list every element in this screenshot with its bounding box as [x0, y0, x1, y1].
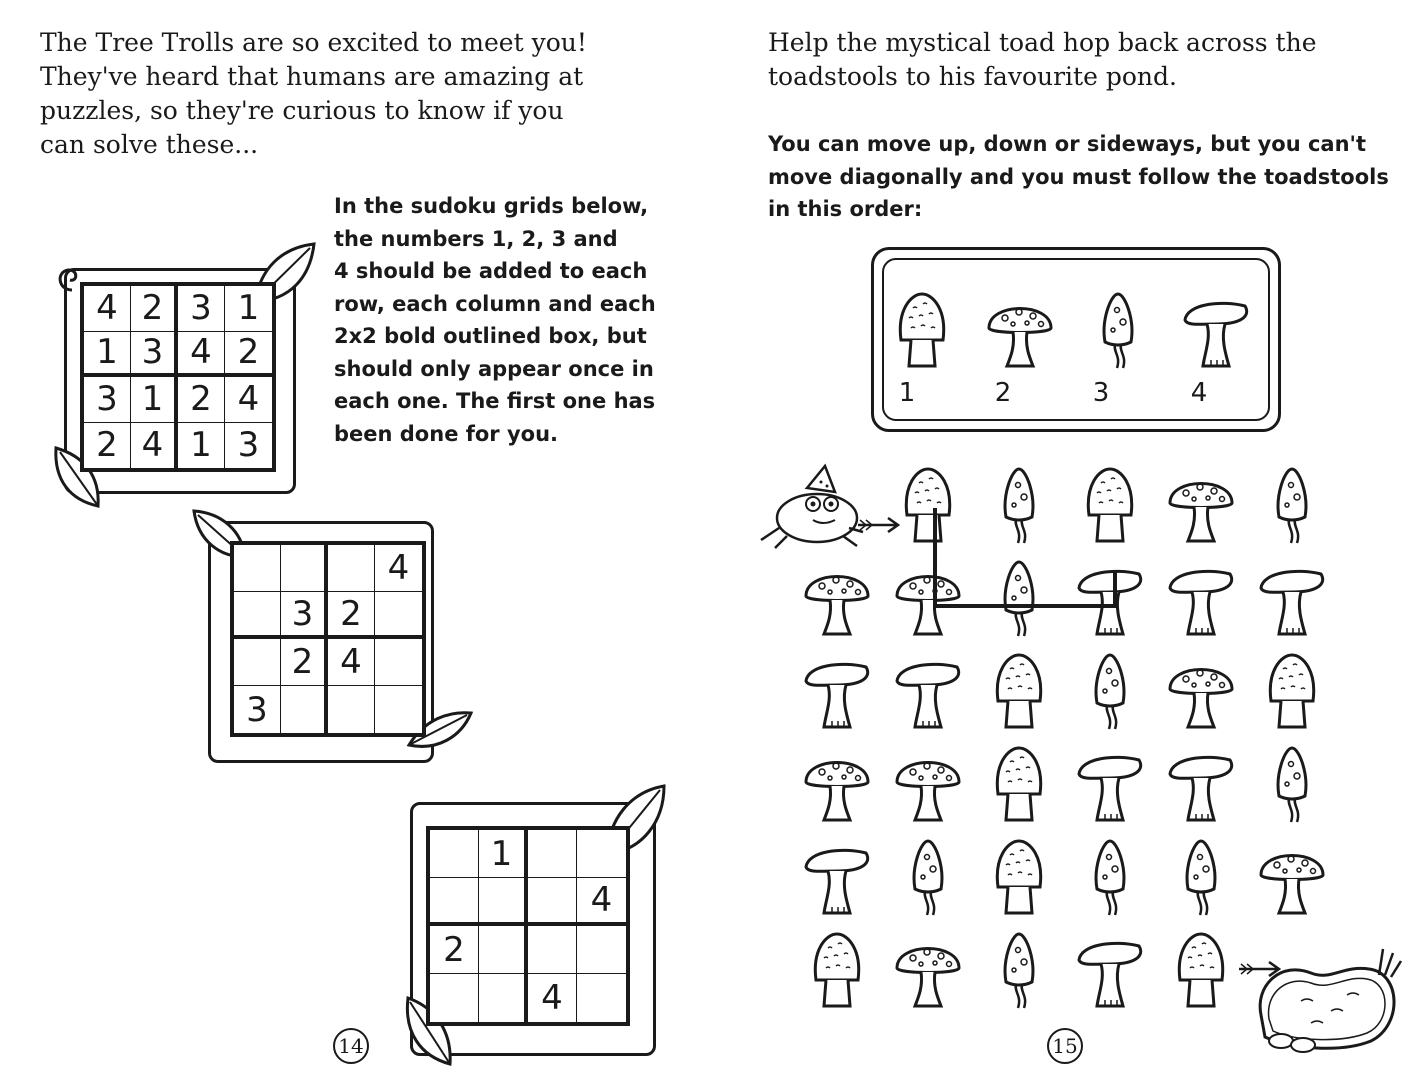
maze-toadstool-icon[interactable] [1075, 930, 1145, 1014]
maze-instructions [768, 128, 1389, 226]
maze-toadstool-icon[interactable] [1166, 837, 1236, 921]
intro-line: Help the mystical toad hop back across the [768, 28, 1317, 57]
sudoku-cell: 3 [131, 332, 178, 378]
sudoku-cell: 2 [84, 423, 131, 469]
sudoku-cell: 1 [479, 830, 528, 878]
instruction-line: the numbers 1, 2, 3 and [334, 226, 618, 251]
sudoku-cell: 4 [375, 545, 422, 592]
maze-toadstool-icon[interactable] [1075, 651, 1145, 735]
sudoku-cell[interactable] [328, 545, 375, 592]
maze-toadstool-icon[interactable] [1166, 558, 1236, 642]
sudoku-cell[interactable] [281, 545, 328, 592]
legend-toadstool-icon [1083, 290, 1153, 374]
intro-line: puzzles, so they're curious to know if you [40, 96, 564, 125]
legend-toadstool-icon [1181, 290, 1251, 374]
sudoku-grid [426, 826, 630, 1026]
sudoku-cell: 2 [131, 286, 178, 332]
sudoku-cell[interactable] [430, 974, 479, 1022]
maze-toadstool-icon[interactable] [1257, 837, 1327, 921]
sudoku-cell: 4 [528, 974, 577, 1022]
sudoku-cell[interactable] [479, 974, 528, 1022]
maze-toadstool-icon[interactable] [802, 930, 872, 1014]
sudoku-puzzle-2 [190, 505, 480, 770]
toad-icon [757, 462, 867, 552]
sudoku-grid [230, 541, 426, 737]
sudoku-cell: 3 [84, 377, 131, 423]
instruction-line: 4 should be added to each [334, 259, 648, 283]
maze-toadstool-icon[interactable] [1166, 744, 1236, 828]
maze-toadstool-icon[interactable] [1257, 465, 1327, 549]
intro-text [768, 26, 1317, 94]
maze-toadstool-icon[interactable] [802, 837, 872, 921]
sudoku-cell: 4 [131, 423, 178, 469]
sudoku-cell: 4 [225, 377, 272, 423]
sudoku-cell[interactable] [328, 686, 375, 733]
sudoku-cell: 1 [84, 332, 131, 378]
maze-toadstool-icon[interactable] [984, 837, 1054, 921]
intro-line: can solve these... [40, 130, 259, 159]
maze-toadstool-icon[interactable] [893, 930, 963, 1014]
sudoku-cell: 4 [328, 639, 375, 686]
maze-toadstool-icon[interactable] [984, 744, 1054, 828]
maze-toadstool-icon[interactable] [984, 930, 1054, 1014]
legend-toadstool-icon [985, 290, 1055, 374]
sudoku-cell[interactable] [234, 592, 281, 639]
legend-toadstool-icon [887, 290, 957, 374]
sudoku-cell[interactable] [234, 545, 281, 592]
maze-toadstool-icon[interactable] [1257, 744, 1327, 828]
sudoku-cell: 1 [178, 423, 225, 469]
sudoku-cell[interactable] [430, 878, 479, 926]
maze-toadstool-icon[interactable] [1075, 837, 1145, 921]
instruction-line: You can move up, down or sideways, but you can't [768, 132, 1367, 156]
maze-toadstool-icon[interactable] [1257, 558, 1327, 642]
sudoku-cell[interactable] [577, 926, 626, 974]
maze-toadstool-icon[interactable] [802, 744, 872, 828]
order-label: 3 [1092, 378, 1110, 408]
sudoku-cell: 4 [577, 878, 626, 926]
instruction-line: should only appear once in [334, 356, 654, 381]
sudoku-instructions [334, 190, 656, 450]
instruction-line: each one. The first one has [334, 389, 656, 413]
sudoku-cell[interactable] [479, 926, 528, 974]
sudoku-cell: 2 [178, 377, 225, 423]
sudoku-cell[interactable] [577, 974, 626, 1022]
sudoku-cell: 2 [328, 592, 375, 639]
instruction-line: move diagonally and you must follow the toadstools [768, 164, 1389, 189]
intro-line: The Tree Trolls are so excited to meet you! [40, 28, 587, 57]
instruction-line: in this order: [768, 197, 923, 221]
sudoku-cell: 3 [237, 425, 260, 466]
intro-line: They've heard that humans are amazing at [40, 62, 584, 91]
sudoku-puzzle-3 [400, 780, 670, 1080]
maze-toadstool-icon[interactable] [1166, 651, 1236, 735]
sudoku-cell: 1 [225, 286, 272, 332]
maze-toadstool-icon[interactable] [984, 651, 1054, 735]
sudoku-cell[interactable] [577, 830, 626, 878]
sudoku-cell[interactable] [528, 830, 577, 878]
sudoku-cell: 2 [430, 926, 479, 974]
sudoku-cell[interactable] [375, 686, 422, 733]
instruction-line: row, each column and each [334, 291, 656, 316]
sudoku-cell: 2 [281, 639, 328, 686]
maze-toadstool-icon[interactable] [893, 651, 963, 735]
sudoku-cell[interactable] [528, 926, 577, 974]
instruction-line: In the sudoku grids below, [334, 194, 649, 218]
sudoku-cell[interactable] [375, 592, 422, 639]
sudoku-cell: 1 [131, 377, 178, 423]
sudoku-grid [80, 282, 276, 472]
intro-line: toadstools to his favourite pond. [768, 62, 1177, 91]
sudoku-cell[interactable] [234, 639, 281, 686]
intro-text [40, 26, 587, 162]
left-page [0, 0, 710, 1080]
page-number: 15 [1047, 1028, 1083, 1064]
maze-toadstool-icon[interactable] [1166, 930, 1236, 1014]
sudoku-cell[interactable] [528, 878, 577, 926]
maze-toadstool-icon[interactable] [893, 744, 963, 828]
order-label: 4 [1190, 378, 1208, 408]
maze-toadstool-icon[interactable] [1166, 465, 1236, 549]
sudoku-cell: 3 [178, 286, 225, 332]
sudoku-cell: 3 [234, 686, 281, 733]
sudoku-cell: 2 [225, 332, 272, 378]
sudoku-cell: 4 [178, 332, 225, 378]
maze-toadstool-icon[interactable] [802, 651, 872, 735]
order-label: 1 [898, 378, 916, 408]
sudoku-cell: 4 [84, 286, 131, 332]
solution-path [921, 500, 1121, 620]
instruction-line: been done for you. [334, 421, 559, 446]
sudoku-cell[interactable] [479, 878, 528, 926]
maze-toadstool-icon[interactable] [1257, 651, 1327, 735]
pond-icon [1251, 945, 1411, 1055]
sudoku-solved [50, 240, 310, 510]
right-page [711, 0, 1421, 1080]
maze-toadstool-icon[interactable] [893, 837, 963, 921]
sudoku-cell[interactable] [375, 639, 422, 686]
maze-toadstool-icon[interactable] [802, 558, 872, 642]
instruction-line: 2x2 bold outlined box, but [334, 324, 647, 348]
page-number: 14 [333, 1028, 369, 1064]
sudoku-cell[interactable] [281, 686, 328, 733]
maze-toadstool-icon[interactable] [1075, 744, 1145, 828]
order-label: 2 [994, 378, 1012, 408]
sudoku-cell[interactable] [430, 830, 479, 878]
sudoku-cell: 3 [281, 592, 328, 639]
